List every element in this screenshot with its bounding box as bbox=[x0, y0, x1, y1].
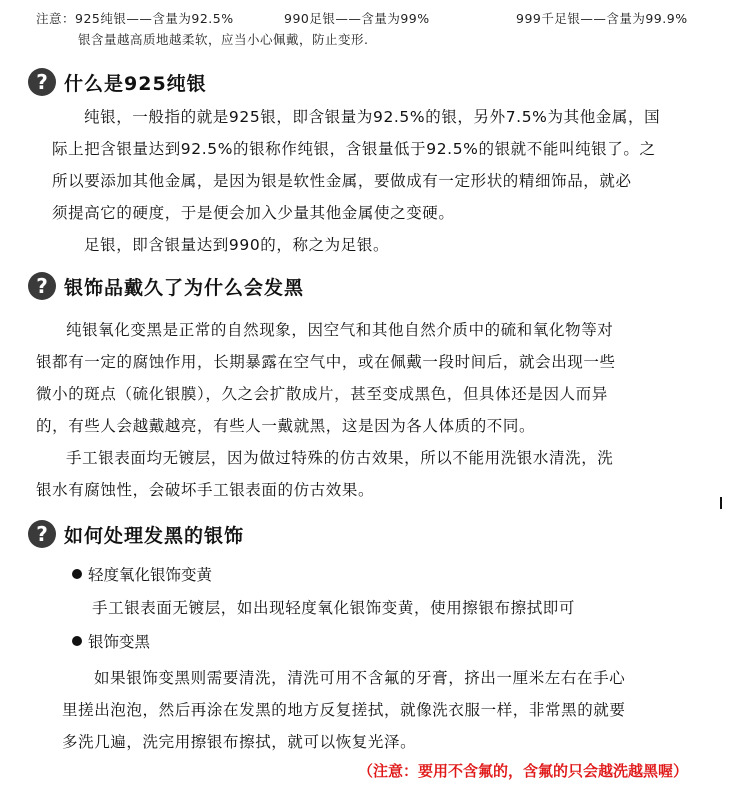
paragraph-line: 际上把含银量达到92.5%的银称作纯银，含银量低于92.5%的银就不能叫纯银了。之 bbox=[52, 140, 656, 158]
paragraph-line: 手工银表面均无镀层，因为做过特殊的仿古效果，所以不能用洗银水清洗，洗 bbox=[66, 449, 614, 467]
bullet-label: 银饰变黑 bbox=[88, 633, 151, 651]
paragraph-line: 足银，即含银量达到990的，称之为足银。 bbox=[84, 236, 390, 254]
question-circle-icon: ? bbox=[28, 272, 56, 300]
section2-paragraph bbox=[36, 314, 716, 506]
edge-mark bbox=[720, 497, 722, 509]
paragraph-line: 如果银饰变黑则需要清洗，清洗可用不含氟的牙膏，挤出一厘米左右在手心 bbox=[94, 669, 626, 687]
notice-label: 注意： bbox=[36, 11, 76, 26]
bullet2-text bbox=[62, 662, 722, 758]
paragraph-line: 手工银表面无镀层，如出现轻度氧化银饰变黄，使用擦银布擦拭即可 bbox=[92, 599, 576, 617]
notice-line2: 银含量越高质地越柔软，应当小心佩戴，防止变形. bbox=[78, 32, 369, 47]
paragraph-line: 银水有腐蚀性，会破坏手工银表面的仿古效果。 bbox=[36, 481, 375, 499]
bullet-dot-icon bbox=[72, 569, 82, 579]
section1-heading bbox=[28, 68, 207, 96]
section2-title: 银饰品戴久了为什么会发黑 bbox=[64, 276, 305, 299]
section2-heading bbox=[28, 272, 304, 300]
fluoride-warning: （注意：要用不含氟的，含氟的只会越洗越黑喔） bbox=[357, 762, 688, 780]
paragraph-line: 纯银氧化变黑是正常的自然现象，因空气和其他自然介质中的硫和氧化物等对 bbox=[66, 321, 614, 339]
notice-block bbox=[36, 8, 736, 50]
paragraph-line: 的，有些人会越戴越亮，有些人一戴就黑，这是因为各人体质的不同。 bbox=[36, 417, 536, 435]
notice-row bbox=[36, 8, 736, 29]
notice-item-999: 999千足银——含量为99.9% bbox=[516, 11, 688, 26]
paragraph-line: 微小的斑点（硫化银膜），久之会扩散成片，甚至变成黑色，但具体还是因人而异 bbox=[36, 385, 608, 403]
paragraph-line: 里搓出泡泡，然后再涂在发黑的地方反复搓拭，就像洗衣服一样，非常黑的就要 bbox=[62, 701, 626, 719]
bullet-label: 轻度氧化银饰变黄 bbox=[88, 566, 213, 584]
paragraph-line: 多洗几遍，洗完用擦银布擦拭，就可以恢复光泽。 bbox=[62, 733, 417, 751]
section3-heading bbox=[28, 520, 244, 548]
paragraph-line: 须提高它的硬度，于是便会加入少量其他金属使之变硬。 bbox=[52, 204, 455, 222]
bullet1-text bbox=[92, 592, 712, 624]
question-circle-icon: ? bbox=[28, 68, 56, 96]
notice-item-925: 925纯银——含量为92.5% bbox=[75, 11, 234, 26]
notice-item-990: 990足银——含量为99% bbox=[284, 11, 430, 26]
section1-title: 什么是925纯银 bbox=[64, 72, 207, 95]
paragraph-line: 纯银，一般指的就是925银，即含银量为92.5%的银，另外7.5%为其他金属，国 bbox=[84, 108, 661, 126]
section1-paragraph bbox=[52, 101, 712, 261]
paragraph-line: 所以要添加其他金属，是因为银是软性金属，要做成有一定形状的精细饰品，就必 bbox=[52, 172, 632, 190]
section3-title: 如何处理发黑的银饰 bbox=[64, 524, 245, 547]
bullet-item-blackening bbox=[72, 630, 150, 652]
paragraph-line: 银都有一定的腐蚀作用，长期暴露在空气中，或在佩戴一段时间后，就会出现一些 bbox=[36, 353, 616, 371]
question-circle-icon: ? bbox=[28, 520, 56, 548]
bullet-dot-icon bbox=[72, 636, 82, 646]
bullet-item-yellowing bbox=[72, 563, 212, 585]
